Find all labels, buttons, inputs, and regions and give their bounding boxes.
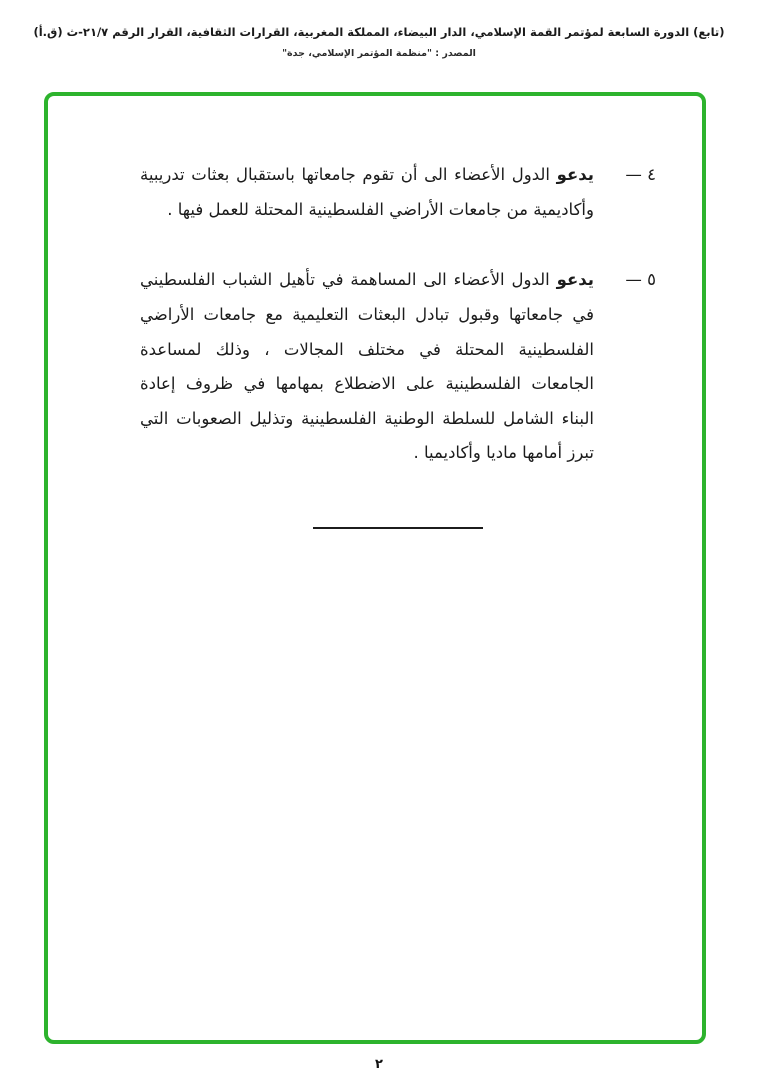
item-text [140,158,594,227]
page-frame [44,92,706,1044]
item-number: ٥ — [625,270,656,290]
item-lead-word: يدعو [556,270,594,290]
item-text [140,263,594,471]
document-body [48,96,702,529]
header-title: (تابع) الدورة السابعة لمؤتمر القمة الإسلامي، الدار البيضاء، المملكة المغربية، القرارات الثقافية، القرار الرقم ٢١/٧-ث (ق.أ) [33,25,725,39]
document-header [0,24,758,59]
list-item [140,263,656,471]
page-number: ٢ [375,1057,383,1072]
header-source: المصدر : "منظمة المؤتمر الإسلامي، جدة" [282,48,476,60]
item-number: ٤ — [625,165,656,184]
section-divider [313,527,483,529]
list-item [140,158,656,227]
item-body-text: الدول الأعضاء الى المساهمة في تأهيل الشباب الفلسطيني في جامعاتها وقبول تبادل البعثات التعليمية مع جامعات الأراضي الفلسطينية المحتلة في مختلف المجالات ، وذلك لمساعدة الجامعات الفلسطينية على الاضطلاع بمهامها في ظروف إعادة البناء الشامل للسلطة الوطنية الفلسطينية وتذليل الصعوبات التي تبرز أمامها ماديا وأكاديميا . [140,270,594,463]
item-lead-word: يدعو [556,165,594,184]
item-body-text: الدول الأعضاء الى أن تقوم جامعاتها باستقبال بعثات تدريبية وأكاديمية من جامعات الأراضي الفلسطينية المحتلة للعمل فيها . [140,165,594,219]
